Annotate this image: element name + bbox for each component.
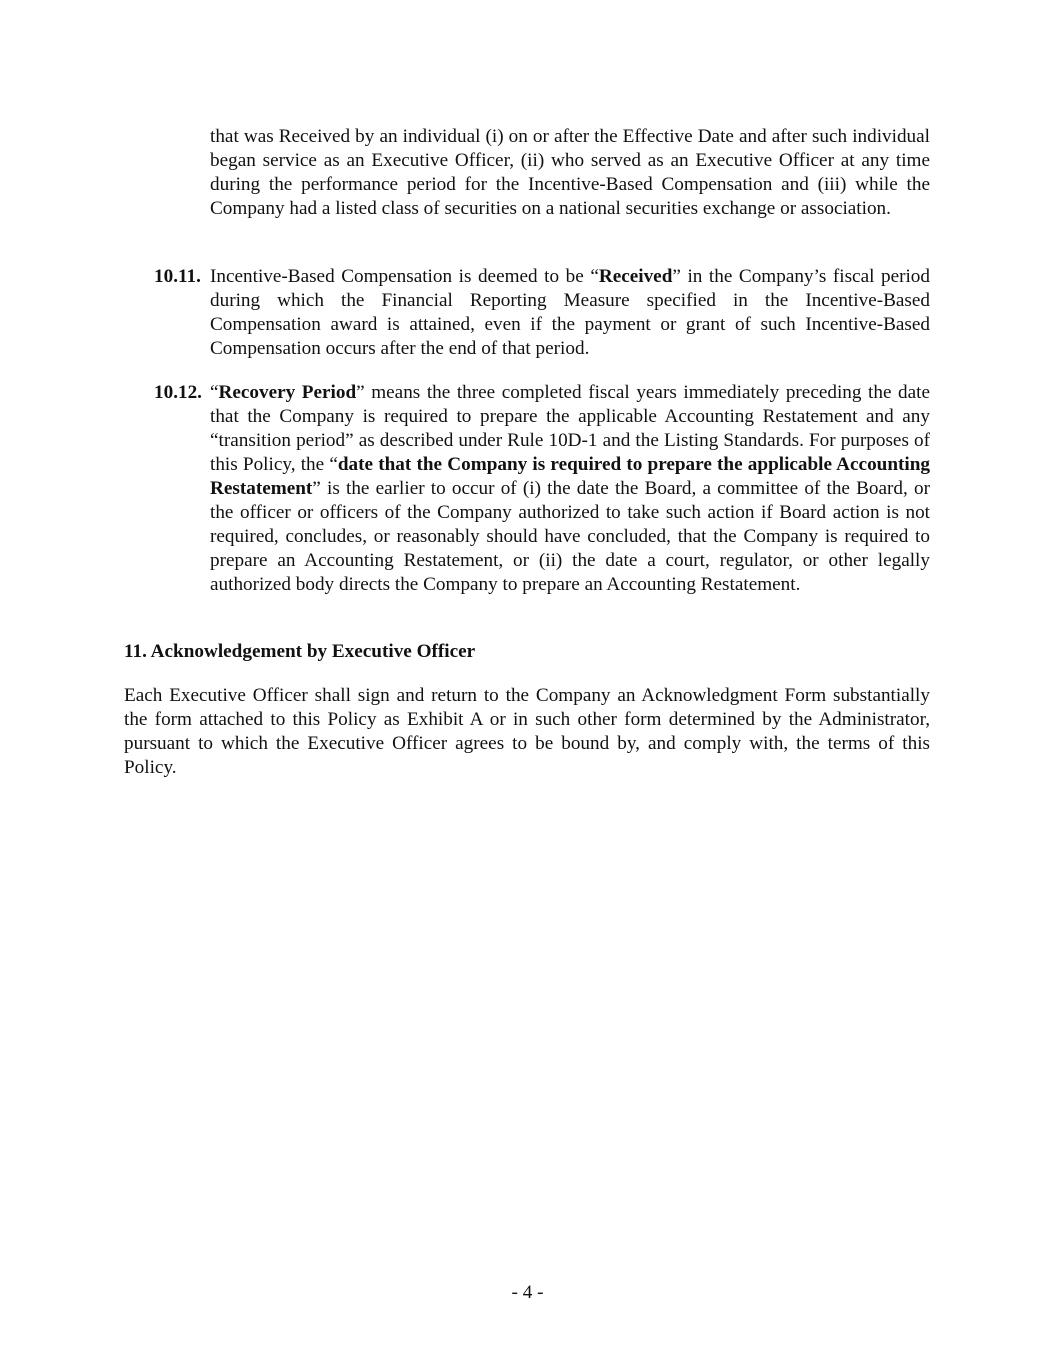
page-number: - 4 - bbox=[511, 1282, 544, 1303]
definition-open-quote: “ bbox=[210, 382, 219, 403]
defined-term-restatement-date: date that the Company is required to prepare the applicable Accounting Restatement bbox=[210, 454, 930, 499]
definition-text-before: Incentive-Based Compensation is deemed to be “ bbox=[210, 266, 599, 287]
section-paragraph: Each Executive Officer shall sign and return to the Company an Acknowledgment Form substantially the form attached to this Policy as Exhibit A or in such other form determined by the Administrator, pursuant to which the Executive Officer agrees to be bound by, and comply with, the terms of this Policy. bbox=[124, 685, 930, 778]
definition-text-middle: ” means the three completed fiscal years immediately preceding the date that the Company is required to prepare the applicable Accounting Restatement and any “transition period” as described under Rule 10D-1 and the Listing Standards. For purposes of this Policy, the “ bbox=[210, 382, 930, 475]
continued-paragraph: that was Received by an individual (i) on or after the Effective Date and after such individual began service as an Executive Officer, (ii) who served as an Executive Officer at any time during the performance period for the Incentive-Based Compensation and (iii) while the Company had a listed class of securities on a national securities exchange or association. bbox=[210, 126, 930, 219]
defined-term-recovery-period: Recovery Period bbox=[218, 382, 357, 403]
definition-10-11 bbox=[154, 265, 930, 361]
section-heading: 11. Acknowledgement by Executive Officer bbox=[124, 641, 476, 662]
item-number: 10.11. bbox=[154, 266, 201, 287]
defined-term-received: Received bbox=[598, 266, 673, 287]
item-number: 10.12. bbox=[154, 382, 202, 403]
definition-text-after: ” in the Company’s fiscal period during which the Financial Reporting Measure specified in the Incentive-Based Compensation award is attained, even if the payment or grant of such Incentive-Based Compensation occurs after the end of that period. bbox=[210, 266, 930, 359]
definition-10-12 bbox=[154, 381, 930, 597]
definition-text-end: ” is the earlier to occur of (i) the date the Board, a committee of the Board, or the officer or officers of the Company authorized to take such action if Board action is not required, concludes, or reasonably should have concluded, that the Company is required to prepare an Accounting Restatement, or (ii) the date a court, regulator, or other legally authorized body directs the Company to prepare an Accounting Restatement. bbox=[210, 478, 930, 595]
